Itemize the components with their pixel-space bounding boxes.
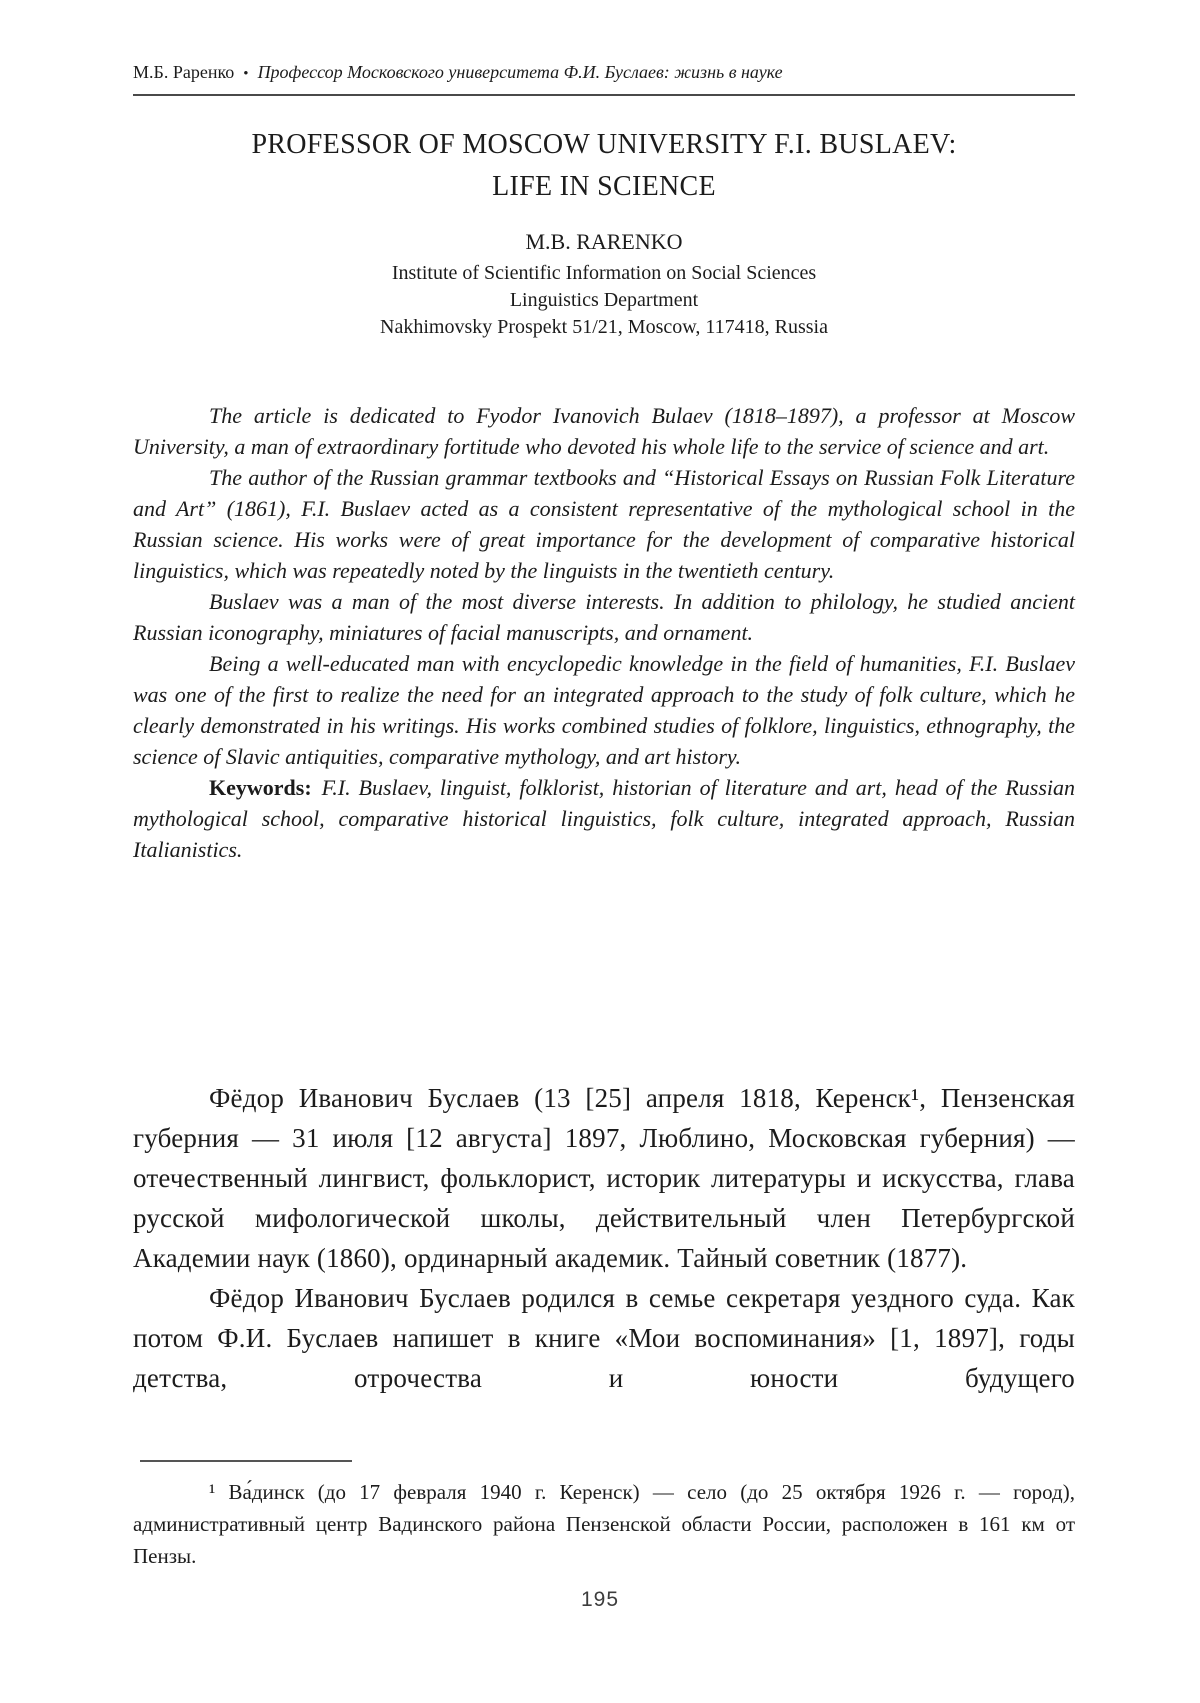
page-number: 195 (580, 1588, 620, 1611)
main-text-block (133, 1078, 1075, 1398)
abstract-paragraph: The author of the Russian grammar textbooks and “Historical Essays on Russian Folk Literature and Art” (1861), F.I. Buslaev acted as a consistent representative of the mythological school in the Russian science. His works were of great importance for the development of comparative historical linguistics, which was repeatedly noted by the linguists in the twentieth century. (133, 465, 1075, 583)
author-name: M.B. RARENKO (525, 229, 683, 254)
paper-title-line1: PROFESSOR OF MOSCOW UNIVERSITY F.I. BUSLAEV: (251, 129, 957, 160)
running-header-title: Профессор Московского университета Ф.И. Буслаев: жизнь в науке (257, 62, 783, 82)
footnote-rule (140, 1460, 352, 1462)
abstract-paragraph: Being a well-educated man with encyclopedic knowledge in the field of humanities, F.I. Buslaev was one of the first to realize the need for an integrated approach to the study of folk culture, which he clearly demonstrated in his writings. His works combined studies of folklore, linguistics, ethnography, the science of Slavic antiquities, comparative mythology, and art history. (133, 651, 1075, 769)
body-paragraph: Фёдор Иванович Буслаев (13 [25] апреля 1818, Керенск¹, Пензенская губерния — 31 июля [12 августа] 1897, Люблино, Московская губерния) — отечественный лингвист, фольклорист, историк литературы и искусства, глава русской мифологической школы, действительный член Петербургской Академии наук (1860), ординарный академик. Тайный советник (1877). (133, 1083, 1075, 1273)
affiliation-block (133, 260, 1075, 341)
bullet-separator-icon: • (243, 66, 249, 82)
paper-title (133, 124, 1075, 208)
affiliation-address: Nakhimovsky Prospekt 51/21, Moscow, 117418, Russia (380, 316, 828, 338)
abstract-paragraph: The article is dedicated to Fyodor Ivanovich Bulaev (1818–1897), a professor at Moscow University, a man of extraordinary fortitude who devoted his whole life to the service of science and art. (133, 403, 1075, 459)
running-header (133, 60, 1075, 86)
running-header-author: М.Б. Раренко (133, 62, 235, 82)
footnote-text: ¹ Ва́динск (до 17 февраля 1940 г. Керенск) — село (до 25 октября 1926 г. — город), административный центр Вадинского района Пензенской области России, расположен в 161 км от Пензы. (133, 1480, 1075, 1568)
body-paragraph: Фёдор Иванович Буслаев родился в семье секретаря уездного суда. Как потом Ф.И. Буслаев напишет в книге «Мои воспоминания» [1, 1897], годы детства, отрочества и юности будущего (133, 1283, 1075, 1393)
affiliation-institute: Institute of Scientific Information on Social Sciences (391, 262, 817, 284)
keywords-label: Keywords: (209, 775, 312, 800)
footnote-block (133, 1476, 1075, 1572)
keywords-paragraph (133, 772, 1075, 865)
abstract-paragraph: Buslaev was a man of the most diverse interests. In addition to philology, he studied ancient Russian iconography, miniatures of facial manuscripts, and ornament. (133, 589, 1075, 645)
affiliation-department: Linguistics Department (509, 289, 699, 311)
header-rule (133, 94, 1075, 96)
paper-title-line2: LIFE IN SCIENCE (492, 171, 716, 202)
keywords-text: F.I. Buslaev, linguist, folklorist, historian of literature and art, head of the Russian mythological school, comparative historical linguistics, folk culture, integrated approach, Russian Italianistics. (133, 775, 1075, 862)
abstract-block (133, 400, 1075, 865)
